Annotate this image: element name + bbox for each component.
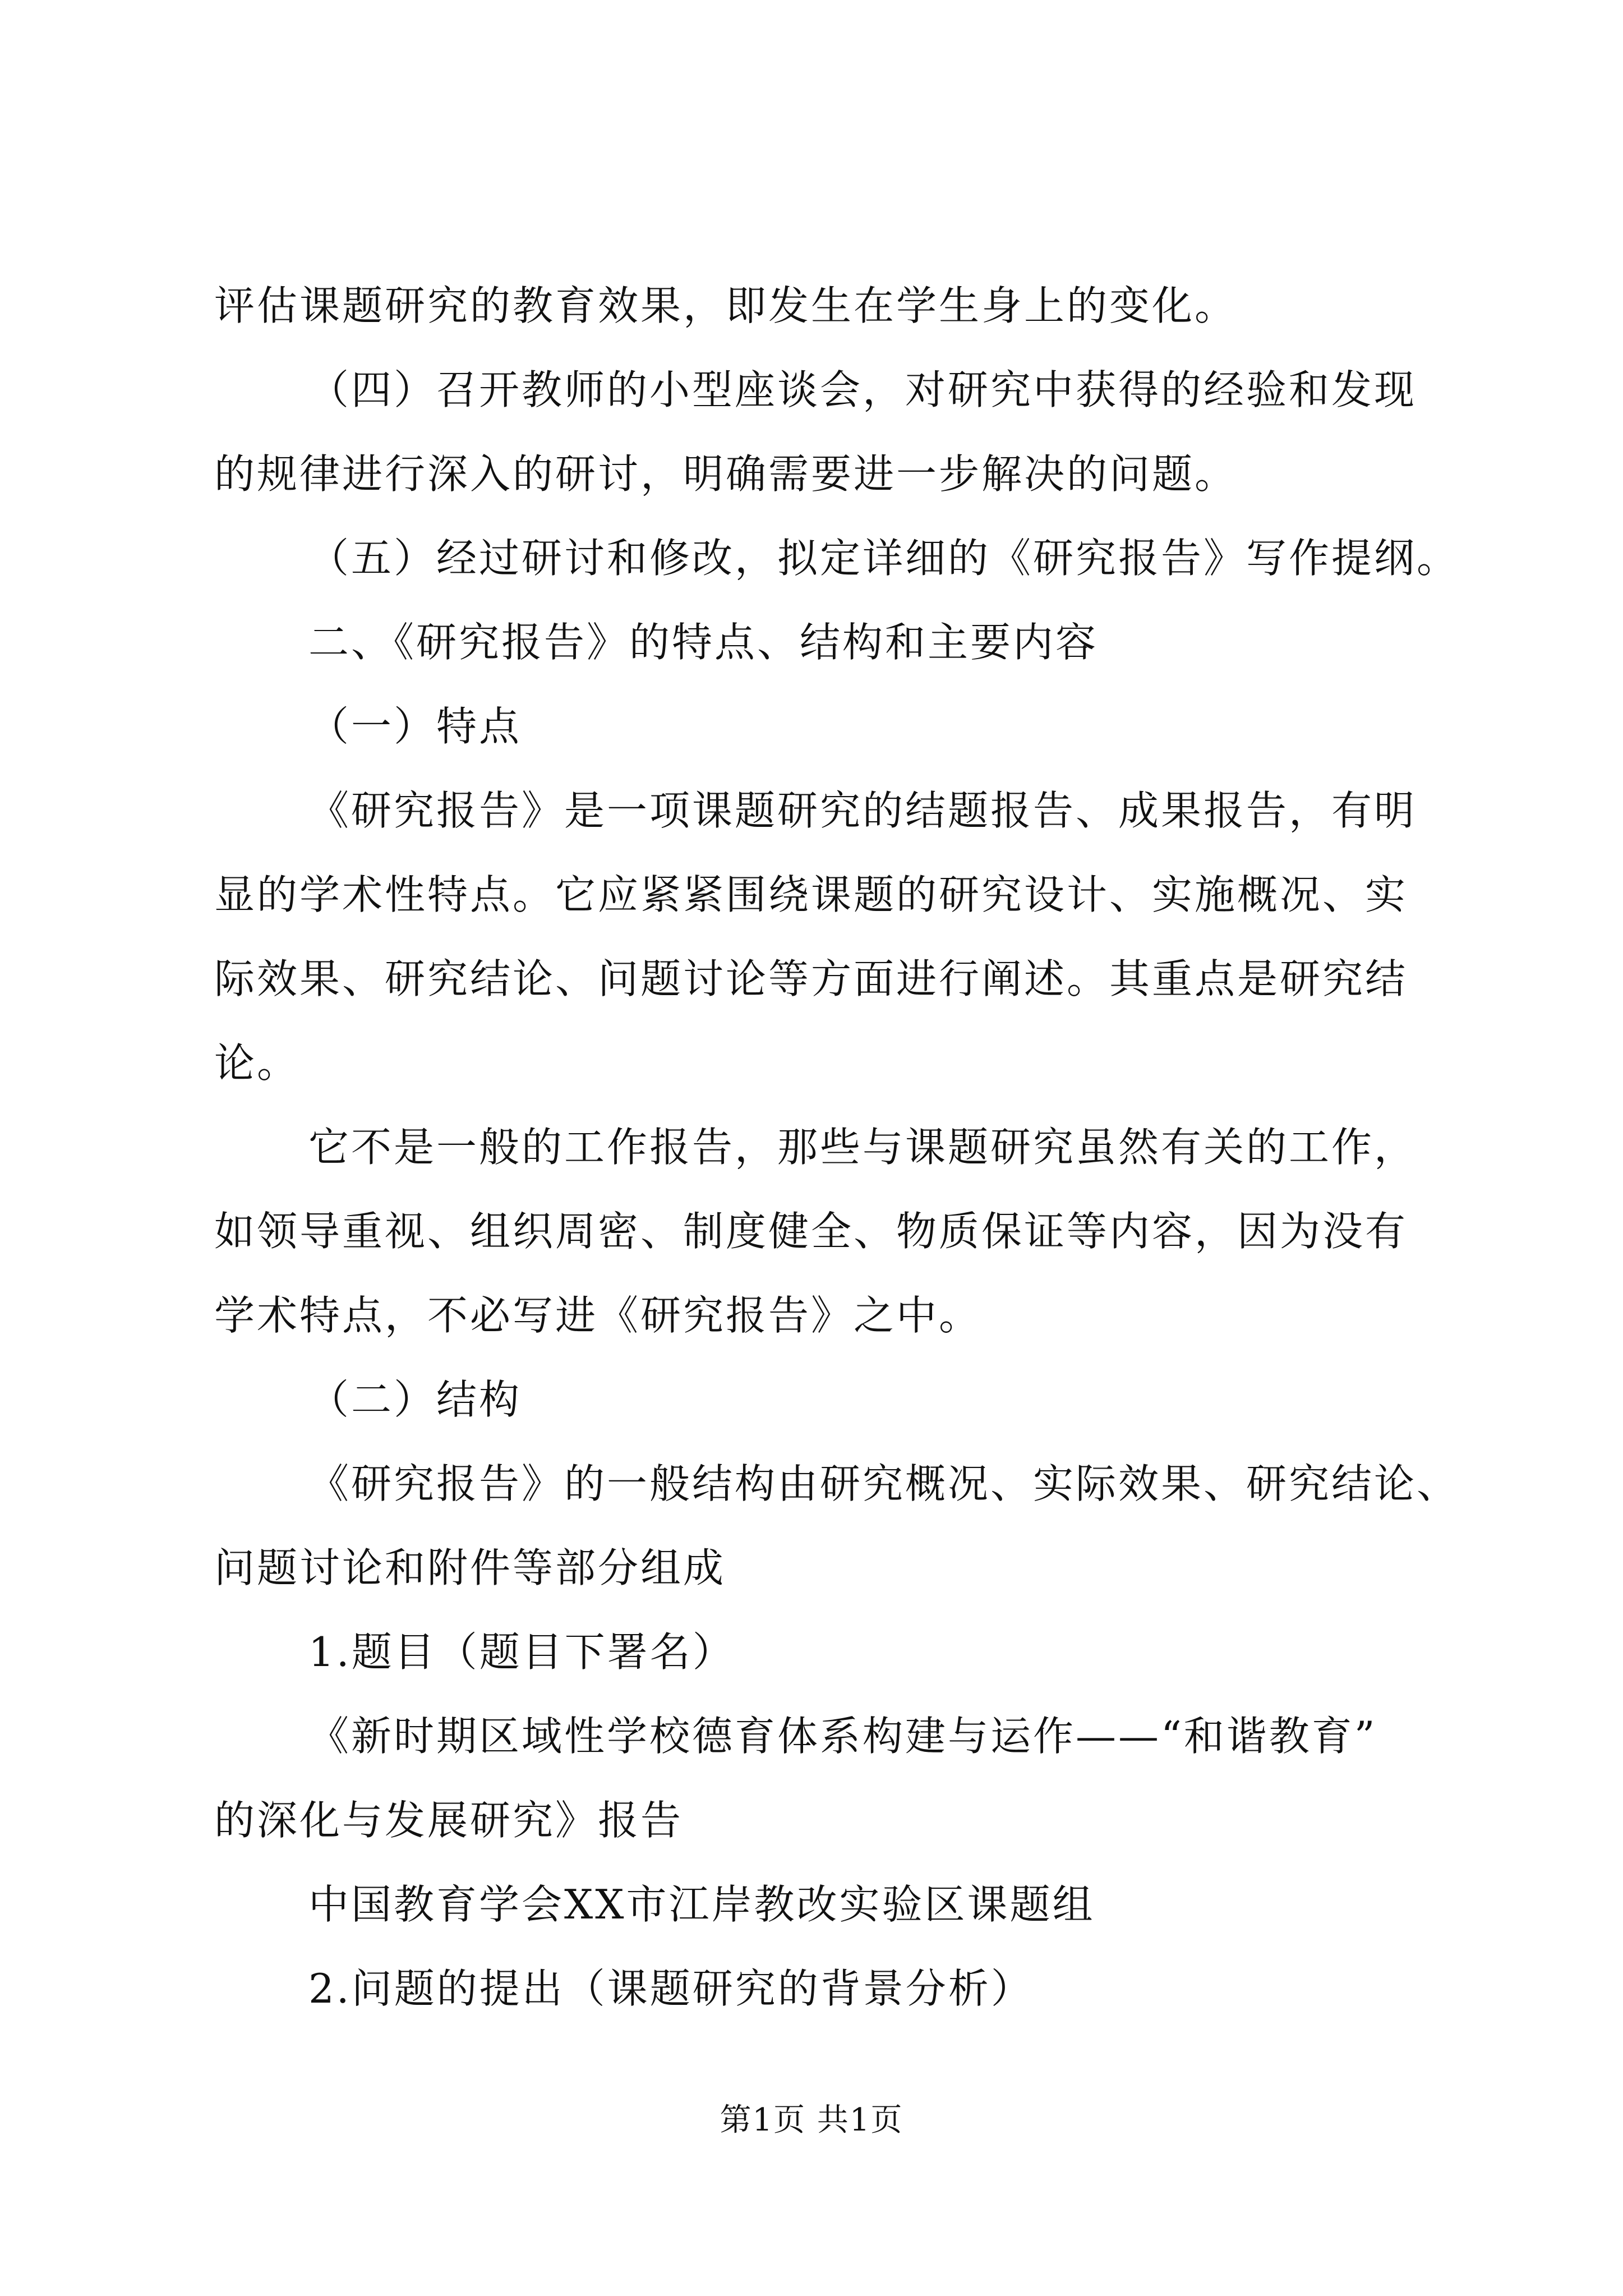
section-heading: 二、《研究报告》的特点、结构和主要内容 <box>308 619 1099 666</box>
body-line: 评估课题研究的教育效果，即发生在学生身上的变化。 <box>214 282 1238 329</box>
example-title: 的深化与发展研究》报告 <box>214 1797 684 1844</box>
body-line: 问题讨论和附件等部分组成 <box>214 1544 726 1591</box>
page-number: 第1页 共1页 <box>720 2102 903 2138</box>
body-line: 显的学术性特点。它应紧紧围绕课题的研究设计、实施概况、实 <box>214 871 1408 918</box>
list-item-heading: 2.问题的提出（课题研究的背景分析） <box>308 1965 1034 2012</box>
body-line: 论。 <box>214 1039 300 1087</box>
example-title: 《新时期区域性学校德育体系构建与运作——“和谐教育” <box>308 1713 1377 1760</box>
body-line: 它不是一般的工作报告，那些与课题研究虽然有关的工作， <box>308 1124 1417 1171</box>
body-line: 如领导重视、组织周密、制度健全、物质保证等内容，因为没有 <box>214 1208 1408 1255</box>
body-line: 《研究报告》的一般结构由研究概况、实际效果、研究结论、 <box>308 1460 1460 1507</box>
subsection-heading: （二）结构 <box>308 1376 522 1423</box>
example-author: 中国教育学会XX市江岸教改实验区课题组 <box>308 1881 1095 1928</box>
body-line: （五）经过研讨和修改，拟定详细的《研究报告》写作提纲。 <box>308 535 1460 582</box>
body-line: （四）召开教师的小型座谈会，对研究中获得的经验和发现 <box>308 366 1417 413</box>
body-line: 际效果、研究结论、问题讨论等方面进行阐述。其重点是研究结 <box>214 955 1408 1002</box>
subsection-heading: （一）特点 <box>308 703 522 750</box>
document-body <box>214 264 1460 2031</box>
list-item-heading: 1.题目（题目下署名） <box>308 1628 735 1676</box>
body-line: 的规律进行深入的研讨，明确需要进一步解决的问题。 <box>214 450 1238 498</box>
body-line: 《研究报告》是一项课题研究的结题报告、成果报告，有明 <box>308 787 1417 834</box>
body-line: 学术特点，不必写进《研究报告》之中。 <box>214 1292 982 1339</box>
